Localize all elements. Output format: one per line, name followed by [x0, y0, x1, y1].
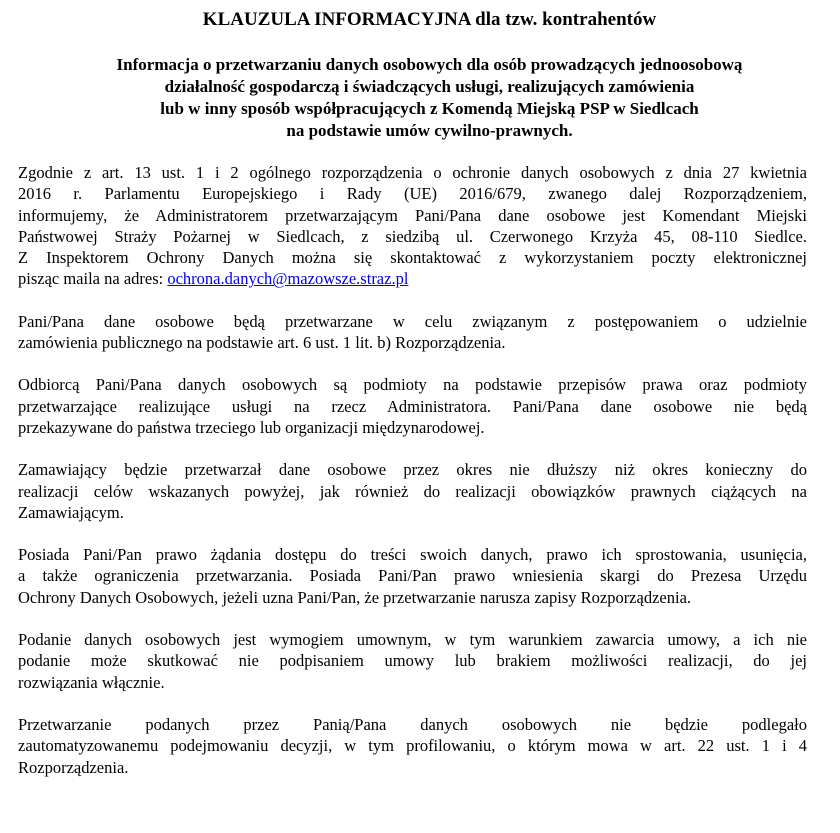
email-link[interactable]: ochrona.danych@mazowsze.straz.pl — [167, 269, 409, 289]
paragraph-retention — [18, 459, 807, 523]
paragraph-line: Zgodnie z art. 13 ust. 1 i 2 ogólnego rozporządzenia o ochronie danych osobowych z dnia 27 kwietnia — [18, 163, 807, 182]
paragraph-line: Odbiorcą Pani/Pana danych osobowych są podmioty na podstawie przepisów prawa oraz podmioty — [18, 375, 807, 395]
paragraph-line: 2016 r. Parlamentu Europejskiego i Rady (UE) 2016/679, zwanego dalej Rozporządzeniem, — [18, 184, 807, 204]
paragraph-line: podanie może skutkować nie podpisaniem umowy lub brakiem możliwości realizacji, do jej — [18, 651, 807, 671]
paragraph-line: Podanie danych osobowych jest wymogiem umownym, w tym warunkiem zawarcia umowy, a ich nie — [18, 630, 807, 650]
paragraph-line: Pani/Pana dane osobowe będą przetwarzane w celu związanym z postępowaniem o udzielnie — [18, 311, 807, 331]
paragraph-line: Przetwarzanie podanych przez Panią/Pana danych osobowych nie będzie podlegało — [18, 714, 807, 734]
paragraph-line: Posiada Pani/Pan prawo żądania dostępu do treści swoich danych, prawo ich sprostowania, usunięcia, — [18, 545, 807, 565]
paragraph-purpose — [18, 311, 807, 354]
paragraph-line: zamówienia publicznego na podstawie art. 6 ust. 1 lit. b) Rozporządzenia. — [18, 333, 506, 353]
paragraph-line: Rozporządzenia. — [18, 757, 129, 777]
paragraph-line: przetwarzające realizujące usługi na rzecz Administratora. Pani/Pana dane osobowe nie będą — [18, 396, 807, 416]
paragraph-line: Ochrony Danych Osobowych, jeżeli uzna Pani/Pan, że przetwarzanie narusza zapisy Rozporządzenia. — [18, 587, 692, 607]
subtitle-line: lub w inny sposób współpracujących z Komendą Miejską PSP w Siedlcach — [160, 99, 699, 118]
paragraph-line: informujemy, że Administratorem przetwarzającym Pani/Pana dane osobowe jest Komendant Miejski — [18, 205, 807, 225]
document-subtitle — [18, 54, 807, 142]
paragraph-line: realizacji celów wskazanych powyżej, jak również do realizacji obowiązków prawnych ciążących na — [18, 481, 807, 501]
email-line — [18, 268, 807, 289]
paragraph-requirement — [18, 629, 807, 693]
paragraph-line: Z Inspektorem Ochrony Danych można się skontaktować z wykorzystaniem poczty elektronicznej — [18, 248, 807, 268]
paragraph-line: przekazywane do państwa trzeciego lub organizacji międzynarodowej. — [18, 417, 485, 437]
paragraph-line: Zamawiającym. — [18, 502, 124, 522]
paragraph-line: a także ograniczenia przetwarzania. Posiada Pani/Pan prawo wniesienia skargi do Prezesa Urzędu — [18, 566, 807, 586]
email-prefix: pisząc maila na adres: — [18, 269, 168, 289]
paragraph-line: rozwiązania włącznie. — [18, 672, 165, 692]
subtitle-line: na podstawie umów cywilno-prawnych. — [286, 121, 573, 140]
paragraph-automated-decisions — [18, 714, 807, 778]
paragraph-administrator — [18, 162, 807, 290]
paragraph-rights — [18, 544, 807, 608]
subtitle-line: Informacja o przetwarzaniu danych osobowych dla osób prowadzących jednoosobową — [116, 55, 743, 74]
paragraph-line: zautomatyzowanemu podejmowaniu decyzji, w tym profilowaniu, o którym mowa w art. 22 ust. 1 i 4 — [18, 736, 807, 756]
subtitle-line: działalność gospodarczą i świadczących usługi, realizujących zamówienia — [164, 77, 695, 96]
document-page — [18, 8, 807, 799]
paragraph-line: Zamawiający będzie przetwarzał dane osobowe przez okres nie dłuższy niż okres konieczny do — [18, 460, 807, 480]
paragraph-line: Państwowej Straży Pożarnej w Siedlcach, z siedzibą ul. Czerwonego Krzyża 45, 08-110 Siedlce. — [18, 226, 807, 246]
document-title: KLAUZULA INFORMACYJNA dla tzw. kontrahentów — [202, 9, 657, 30]
paragraph-recipients — [18, 374, 807, 438]
